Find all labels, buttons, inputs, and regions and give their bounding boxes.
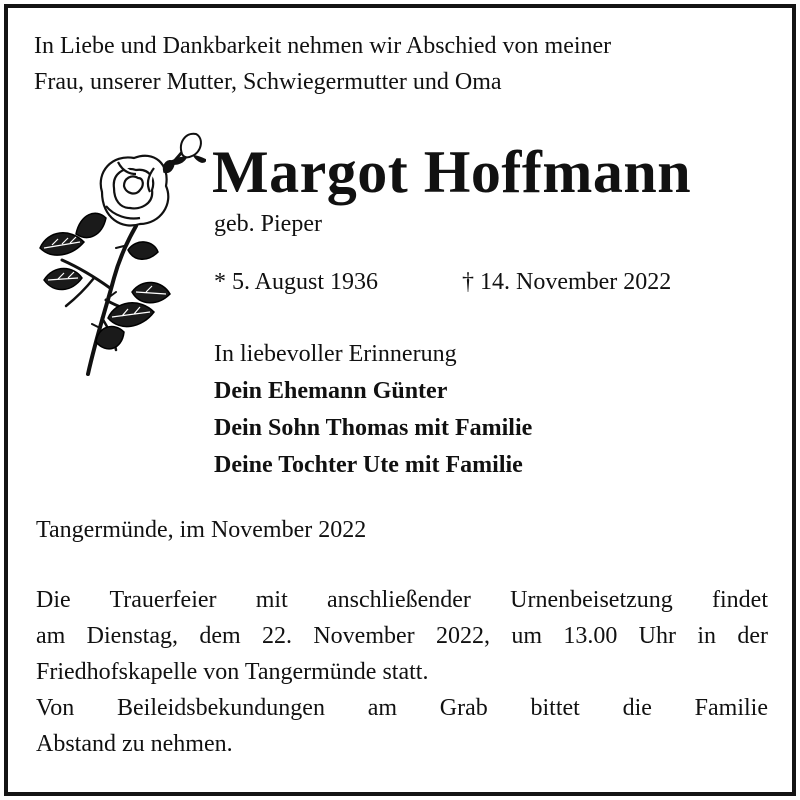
- service-info: [36, 582, 768, 762]
- deceased-name: Margot Hoffmann: [212, 139, 692, 205]
- mourner-line: Deine Tochter Ute mit Familie: [214, 452, 523, 478]
- intro-line: In Liebe und Dankbarkeit nehmen wir Abschied von meiner: [34, 33, 612, 59]
- service-line: Die Trauerfeier mit anschließender Urnenbeisetzung findet: [36, 587, 768, 613]
- birth-date: * 5. August 1936: [214, 269, 379, 295]
- remembrance-line: In liebevoller Erinnerung: [214, 341, 457, 367]
- place-date: Tangermünde, im November 2022: [36, 517, 367, 543]
- service-line: Von Beileidsbekundungen am Grab bittet die Familie: [36, 695, 768, 721]
- mourner-line: Dein Ehemann Günter: [214, 378, 448, 404]
- maiden-name: geb. Pieper: [214, 211, 322, 237]
- mourner-line: Dein Sohn Thomas mit Familie: [214, 415, 533, 441]
- death-date: † 14. November 2022: [462, 269, 672, 295]
- service-line: Friedhofskapelle von Tangermünde statt.: [36, 659, 429, 685]
- intro-text: [34, 30, 766, 102]
- intro-line: Frau, unserer Mutter, Schwiegermutter und Oma: [34, 69, 502, 95]
- mourners-block: [214, 336, 532, 484]
- service-line: am Dienstag, dem 22. November 2022, um 13.00 Uhr in der: [36, 623, 768, 649]
- rose-icon: [36, 128, 206, 378]
- service-line: Abstand zu nehmen.: [36, 731, 233, 757]
